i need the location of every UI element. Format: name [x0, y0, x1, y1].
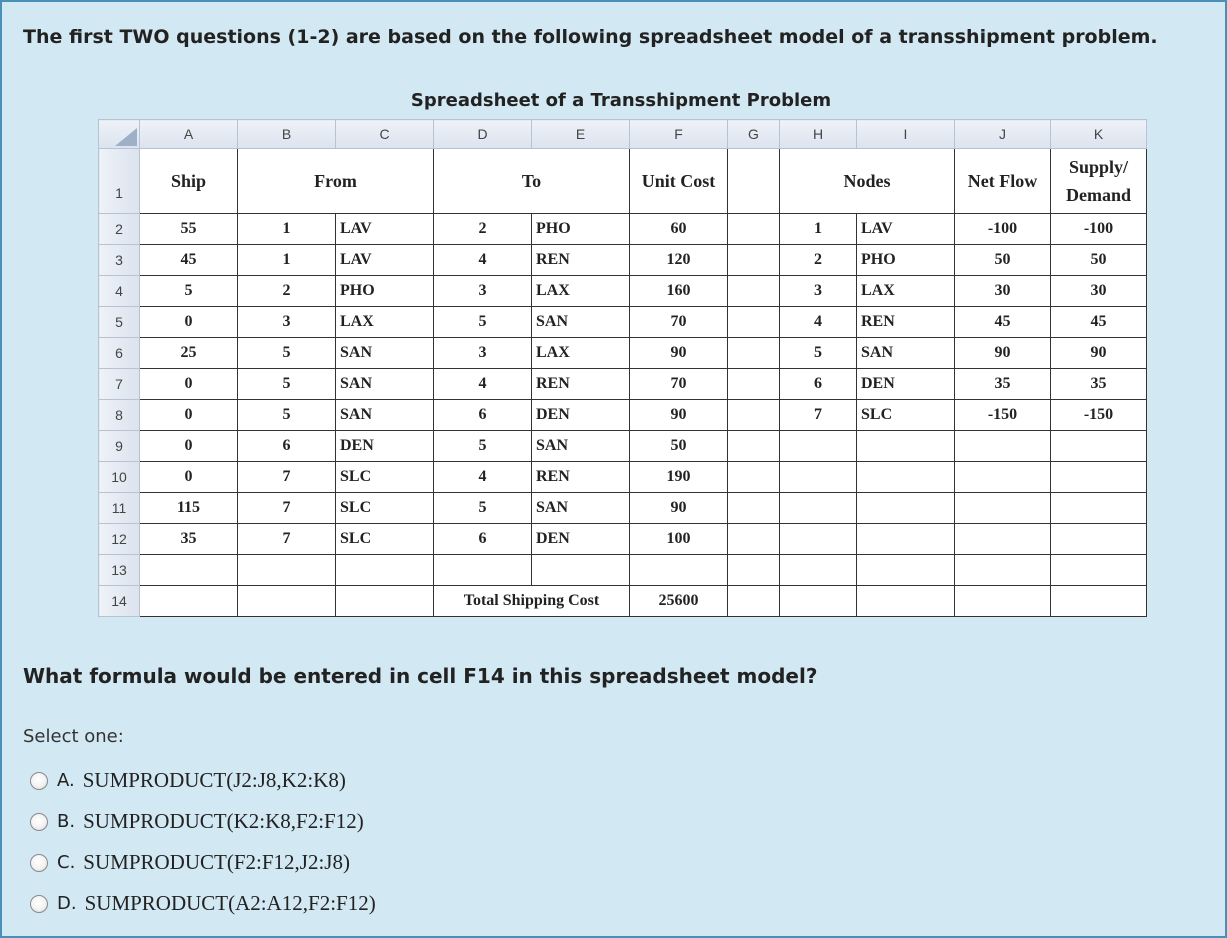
unit-cost: 120 — [630, 245, 728, 276]
table-row — [99, 338, 1147, 369]
to-id: 4 — [434, 462, 532, 493]
from-id: 1 — [238, 245, 336, 276]
radio-button-c[interactable] — [30, 854, 48, 872]
col-header-k: K — [1051, 120, 1147, 149]
ship-value: 0 — [140, 462, 238, 493]
row-number: 6 — [99, 338, 140, 369]
option-text: SUMPRODUCT(J2:J8,K2:K8) — [82, 768, 346, 792]
from-id: 5 — [238, 400, 336, 431]
cell — [955, 555, 1051, 586]
to-name: SAN — [532, 307, 630, 338]
row-number: 1 — [99, 149, 140, 214]
ship-value: 0 — [140, 431, 238, 462]
header-ship: Ship — [140, 149, 238, 214]
to-id: 6 — [434, 400, 532, 431]
net-flow — [955, 431, 1051, 462]
ship-value: 25 — [140, 338, 238, 369]
cell — [434, 555, 532, 586]
row-number: 4 — [99, 276, 140, 307]
question-intro: The first TWO questions (1-2) are based on the following spreadsheet model of a transshipment problem. — [23, 26, 1158, 48]
col-header-a: A — [140, 120, 238, 149]
col-header-j: J — [955, 120, 1051, 149]
cell — [728, 214, 780, 245]
ship-value: 0 — [140, 400, 238, 431]
cell — [238, 586, 336, 617]
from-name: SAN — [336, 369, 434, 400]
supply-demand — [1051, 493, 1147, 524]
ship-value: 55 — [140, 214, 238, 245]
from-name: SAN — [336, 400, 434, 431]
row-number: 10 — [99, 462, 140, 493]
net-flow: 35 — [955, 369, 1051, 400]
unit-cost: 50 — [630, 431, 728, 462]
row-number: 2 — [99, 214, 140, 245]
node-name: DEN — [857, 369, 955, 400]
option-a[interactable] — [30, 760, 376, 801]
to-name: PHO — [532, 214, 630, 245]
node-name: SLC — [857, 400, 955, 431]
ship-value: 0 — [140, 307, 238, 338]
to-id: 4 — [434, 245, 532, 276]
cell — [532, 555, 630, 586]
row-number: 8 — [99, 400, 140, 431]
from-name: SLC — [336, 462, 434, 493]
to-name: REN — [532, 245, 630, 276]
to-id: 3 — [434, 338, 532, 369]
option-letter: D. — [57, 893, 77, 914]
cell — [728, 524, 780, 555]
cell — [728, 462, 780, 493]
net-flow: 50 — [955, 245, 1051, 276]
to-name: LAX — [532, 276, 630, 307]
node-id — [780, 493, 857, 524]
node-name: SAN — [857, 338, 955, 369]
unit-cost: 190 — [630, 462, 728, 493]
data-rows — [99, 214, 1147, 555]
node-name — [857, 462, 955, 493]
header-from: From — [238, 149, 434, 214]
unit-cost: 90 — [630, 493, 728, 524]
supply-demand — [1051, 431, 1147, 462]
node-id — [780, 524, 857, 555]
option-letter: C. — [57, 852, 76, 873]
net-flow: 90 — [955, 338, 1051, 369]
node-id: 7 — [780, 400, 857, 431]
spreadsheet-image — [98, 119, 1147, 617]
cell — [336, 555, 434, 586]
header-empty-g — [728, 149, 780, 214]
radio-button-a[interactable] — [30, 772, 48, 790]
ship-value: 5 — [140, 276, 238, 307]
from-id: 5 — [238, 369, 336, 400]
cell — [955, 586, 1051, 617]
net-flow — [955, 493, 1051, 524]
cell — [728, 493, 780, 524]
net-flow: -150 — [955, 400, 1051, 431]
to-id: 4 — [434, 369, 532, 400]
radio-button-b[interactable] — [30, 813, 48, 831]
from-id: 7 — [238, 462, 336, 493]
cell — [728, 431, 780, 462]
cell — [728, 338, 780, 369]
table-row — [99, 524, 1147, 555]
option-text: SUMPRODUCT(A2:A12,F2:F12) — [84, 891, 376, 915]
header-supply-demand: Supply/ Demand — [1051, 149, 1147, 214]
row-14 — [99, 586, 1147, 617]
cell — [728, 307, 780, 338]
cell — [728, 586, 780, 617]
ship-value: 35 — [140, 524, 238, 555]
unit-cost: 60 — [630, 214, 728, 245]
node-id — [780, 431, 857, 462]
to-name: SAN — [532, 431, 630, 462]
ship-value: 0 — [140, 369, 238, 400]
cell — [780, 586, 857, 617]
supply-demand: 45 — [1051, 307, 1147, 338]
supply-demand — [1051, 462, 1147, 493]
total-shipping-cost-value: 25600 — [630, 586, 728, 617]
total-shipping-cost-label: Total Shipping Cost — [434, 586, 630, 617]
node-id: 1 — [780, 214, 857, 245]
question-text: What formula would be entered in cell F14 in this spreadsheet model? — [23, 664, 818, 688]
node-id — [780, 462, 857, 493]
from-id: 7 — [238, 493, 336, 524]
node-name — [857, 493, 955, 524]
supply-demand: 50 — [1051, 245, 1147, 276]
to-name: SAN — [532, 493, 630, 524]
header-row — [99, 149, 1147, 214]
supply-demand: 35 — [1051, 369, 1147, 400]
spreadsheet-title: Spreadsheet of a Transshipment Problem — [410, 90, 832, 111]
cell — [728, 555, 780, 586]
col-header-e: E — [532, 120, 630, 149]
col-header-g: G — [728, 120, 780, 149]
cell — [857, 586, 955, 617]
row-number: 5 — [99, 307, 140, 338]
col-header-h: H — [780, 120, 857, 149]
from-id: 5 — [238, 338, 336, 369]
net-flow: 45 — [955, 307, 1051, 338]
col-header-b: B — [238, 120, 336, 149]
from-id: 2 — [238, 276, 336, 307]
node-name: REN — [857, 307, 955, 338]
option-letter: B. — [57, 811, 76, 832]
option-b[interactable] — [30, 801, 376, 842]
table-row — [99, 462, 1147, 493]
cell — [728, 369, 780, 400]
option-text: SUMPRODUCT(K2:K8,F2:F12) — [83, 809, 364, 833]
table-row — [99, 369, 1147, 400]
cell — [630, 555, 728, 586]
from-name: LAX — [336, 307, 434, 338]
header-nodes: Nodes — [780, 149, 955, 214]
cell — [140, 555, 238, 586]
cell — [857, 555, 955, 586]
row-number: 7 — [99, 369, 140, 400]
from-name: PHO — [336, 276, 434, 307]
table-row — [99, 245, 1147, 276]
col-header-c: C — [336, 120, 434, 149]
node-id: 2 — [780, 245, 857, 276]
row-number: 14 — [99, 586, 140, 617]
header-to: To — [434, 149, 630, 214]
node-name: PHO — [857, 245, 955, 276]
cell — [238, 555, 336, 586]
ship-value: 45 — [140, 245, 238, 276]
cell — [1051, 586, 1147, 617]
node-id: 3 — [780, 276, 857, 307]
to-name: REN — [532, 462, 630, 493]
cell — [1051, 555, 1147, 586]
row-13 — [99, 555, 1147, 586]
to-id: 6 — [434, 524, 532, 555]
table-row — [99, 493, 1147, 524]
unit-cost: 90 — [630, 400, 728, 431]
node-name: LAV — [857, 214, 955, 245]
to-name: LAX — [532, 338, 630, 369]
unit-cost: 70 — [630, 307, 728, 338]
from-id: 3 — [238, 307, 336, 338]
unit-cost: 100 — [630, 524, 728, 555]
to-name: DEN — [532, 524, 630, 555]
row-number: 3 — [99, 245, 140, 276]
table-row — [99, 431, 1147, 462]
cell — [728, 245, 780, 276]
node-name — [857, 431, 955, 462]
to-id: 5 — [434, 431, 532, 462]
table-row — [99, 307, 1147, 338]
node-name — [857, 524, 955, 555]
table-row — [99, 214, 1147, 245]
to-name: REN — [532, 369, 630, 400]
from-name: SLC — [336, 524, 434, 555]
option-letter: A. — [57, 770, 75, 791]
supply-demand: -150 — [1051, 400, 1147, 431]
node-id: 5 — [780, 338, 857, 369]
column-header-row — [99, 120, 1147, 149]
net-flow — [955, 524, 1051, 555]
from-name: LAV — [336, 214, 434, 245]
header-unit-cost: Unit Cost — [630, 149, 728, 214]
cell — [728, 400, 780, 431]
table-row — [99, 400, 1147, 431]
cell — [336, 586, 434, 617]
node-id: 4 — [780, 307, 857, 338]
row-number: 11 — [99, 493, 140, 524]
col-header-i: I — [857, 120, 955, 149]
supply-demand: 90 — [1051, 338, 1147, 369]
select-one-label: Select one: — [23, 726, 124, 747]
table-row — [99, 276, 1147, 307]
unit-cost: 90 — [630, 338, 728, 369]
to-id: 2 — [434, 214, 532, 245]
col-header-d: D — [434, 120, 532, 149]
cell — [728, 276, 780, 307]
radio-button-d[interactable] — [30, 895, 48, 913]
from-id: 6 — [238, 431, 336, 462]
from-id: 1 — [238, 214, 336, 245]
to-name: DEN — [532, 400, 630, 431]
col-header-f: F — [630, 120, 728, 149]
to-id: 5 — [434, 307, 532, 338]
unit-cost: 70 — [630, 369, 728, 400]
from-name: DEN — [336, 431, 434, 462]
from-name: SAN — [336, 338, 434, 369]
cell — [140, 586, 238, 617]
select-all-corner — [99, 120, 140, 149]
option-c[interactable] — [30, 842, 376, 883]
from-name: SLC — [336, 493, 434, 524]
row-number: 12 — [99, 524, 140, 555]
row-number: 13 — [99, 555, 140, 586]
to-id: 3 — [434, 276, 532, 307]
net-flow: -100 — [955, 214, 1051, 245]
ship-value: 115 — [140, 493, 238, 524]
net-flow: 30 — [955, 276, 1051, 307]
node-name: LAX — [857, 276, 955, 307]
node-id: 6 — [780, 369, 857, 400]
from-name: LAV — [336, 245, 434, 276]
cell — [780, 555, 857, 586]
to-id: 5 — [434, 493, 532, 524]
header-net-flow: Net Flow — [955, 149, 1051, 214]
option-d[interactable] — [30, 883, 376, 924]
net-flow — [955, 462, 1051, 493]
supply-demand: -100 — [1051, 214, 1147, 245]
unit-cost: 160 — [630, 276, 728, 307]
supply-demand — [1051, 524, 1147, 555]
option-text: SUMPRODUCT(F2:F12,J2:J8) — [83, 850, 350, 874]
row-number: 9 — [99, 431, 140, 462]
from-id: 7 — [238, 524, 336, 555]
supply-demand: 30 — [1051, 276, 1147, 307]
answer-options — [30, 760, 376, 924]
